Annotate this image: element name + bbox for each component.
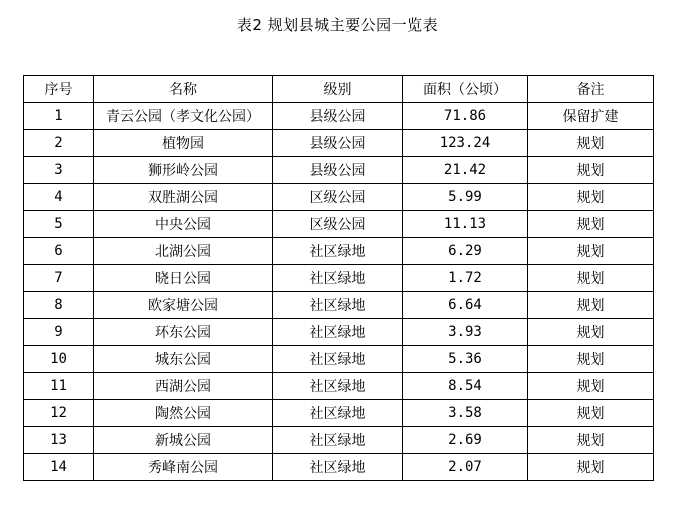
cell-name: 中央公园 [94, 211, 273, 238]
table-row [24, 211, 654, 238]
cell-area: 2.69 [403, 427, 528, 454]
header-level: 级别 [273, 76, 403, 103]
cell-level: 社区绿地 [273, 346, 403, 373]
cell-area: 5.99 [403, 184, 528, 211]
table-row [24, 130, 654, 157]
cell-level: 社区绿地 [273, 454, 403, 481]
cell-level: 社区绿地 [273, 319, 403, 346]
cell-level: 社区绿地 [273, 427, 403, 454]
cell-area: 1.72 [403, 265, 528, 292]
cell-area: 123.24 [403, 130, 528, 157]
table-row [24, 238, 654, 265]
cell-no: 1 [24, 103, 94, 130]
cell-note: 规划 [528, 130, 654, 157]
cell-note: 规划 [528, 346, 654, 373]
cell-note: 规划 [528, 211, 654, 238]
table-row [24, 400, 654, 427]
cell-name: 西湖公园 [94, 373, 273, 400]
cell-level: 社区绿地 [273, 400, 403, 427]
cell-name: 欧家塘公园 [94, 292, 273, 319]
table-row [24, 454, 654, 481]
cell-name: 青云公园（孝文化公园） [94, 103, 273, 130]
cell-note: 规划 [528, 400, 654, 427]
cell-name: 植物园 [94, 130, 273, 157]
table-row [24, 265, 654, 292]
cell-note: 规划 [528, 265, 654, 292]
cell-name: 晓日公园 [94, 265, 273, 292]
cell-level: 县级公园 [273, 103, 403, 130]
table-row [24, 319, 654, 346]
cell-no: 2 [24, 130, 94, 157]
cell-area: 21.42 [403, 157, 528, 184]
cell-name: 陶然公园 [94, 400, 273, 427]
table-row [24, 184, 654, 211]
header-no: 序号 [24, 76, 94, 103]
table-header-row [24, 76, 654, 103]
table-row [24, 157, 654, 184]
cell-no: 3 [24, 157, 94, 184]
cell-note: 规划 [528, 157, 654, 184]
parks-table [23, 75, 654, 481]
cell-level: 社区绿地 [273, 292, 403, 319]
cell-area: 6.29 [403, 238, 528, 265]
cell-no: 8 [24, 292, 94, 319]
table-title: 表2 规划县城主要公园一览表 [236, 16, 439, 34]
table-row [24, 427, 654, 454]
cell-level: 县级公园 [273, 157, 403, 184]
header-area: 面积（公顷） [403, 76, 528, 103]
cell-no: 7 [24, 265, 94, 292]
header-name: 名称 [94, 76, 273, 103]
cell-note: 规划 [528, 373, 654, 400]
cell-area: 6.64 [403, 292, 528, 319]
cell-note: 规划 [528, 292, 654, 319]
cell-area: 2.07 [403, 454, 528, 481]
cell-no: 6 [24, 238, 94, 265]
cell-level: 社区绿地 [273, 238, 403, 265]
cell-note: 规划 [528, 319, 654, 346]
cell-name: 新城公园 [94, 427, 273, 454]
cell-name: 双胜湖公园 [94, 184, 273, 211]
table-row [24, 373, 654, 400]
cell-no: 10 [24, 346, 94, 373]
cell-area: 3.58 [403, 400, 528, 427]
cell-area: 11.13 [403, 211, 528, 238]
cell-note: 规划 [528, 454, 654, 481]
table-row [24, 292, 654, 319]
cell-name: 环东公园 [94, 319, 273, 346]
cell-name: 狮形岭公园 [94, 157, 273, 184]
cell-name: 秀峰南公园 [94, 454, 273, 481]
cell-no: 4 [24, 184, 94, 211]
cell-no: 9 [24, 319, 94, 346]
cell-note: 规划 [528, 184, 654, 211]
header-note: 备注 [528, 76, 654, 103]
cell-area: 8.54 [403, 373, 528, 400]
cell-no: 13 [24, 427, 94, 454]
cell-level: 区级公园 [273, 211, 403, 238]
cell-level: 社区绿地 [273, 265, 403, 292]
cell-level: 社区绿地 [273, 373, 403, 400]
table-row [24, 103, 654, 130]
cell-no: 12 [24, 400, 94, 427]
cell-no: 5 [24, 211, 94, 238]
cell-note: 规划 [528, 238, 654, 265]
cell-level: 县级公园 [273, 130, 403, 157]
cell-area: 5.36 [403, 346, 528, 373]
cell-note: 规划 [528, 427, 654, 454]
cell-area: 71.86 [403, 103, 528, 130]
cell-level: 区级公园 [273, 184, 403, 211]
cell-name: 北湖公园 [94, 238, 273, 265]
table-row [24, 346, 654, 373]
cell-area: 3.93 [403, 319, 528, 346]
cell-note: 保留扩建 [528, 103, 654, 130]
cell-no: 14 [24, 454, 94, 481]
cell-no: 11 [24, 373, 94, 400]
cell-name: 城东公园 [94, 346, 273, 373]
